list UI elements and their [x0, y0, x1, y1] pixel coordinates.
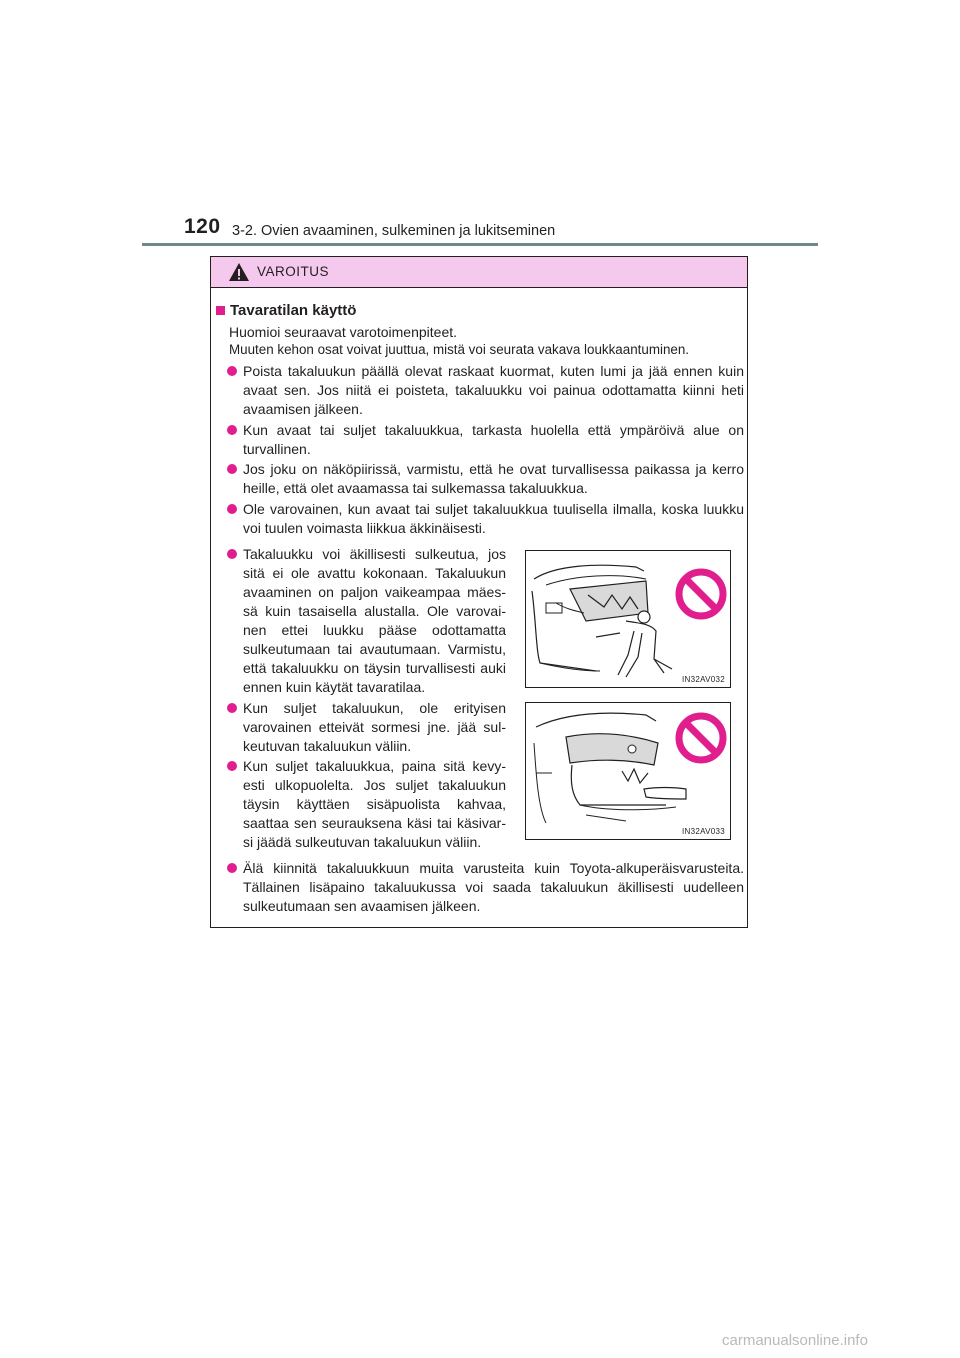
- bullet-item: [216, 362, 744, 419]
- section-heading: [216, 302, 356, 319]
- intro-line-1: Huomioi seuraavat varotoimenpiteet.: [229, 324, 458, 340]
- bullet-dot-icon: [227, 425, 237, 435]
- header-rule: [142, 243, 818, 246]
- bullet-dot-icon: [227, 464, 237, 474]
- bullet-dot-icon: [227, 761, 237, 771]
- illustration-trunk-closing: [525, 550, 731, 688]
- bullet-item: [216, 545, 506, 697]
- warning-header: [211, 257, 747, 288]
- watermark: carmanualsonline.info: [722, 1332, 868, 1349]
- bullet-text: Ole varovainen, kun avaat tai suljet takaluukkua tuulisella ilmalla, koska luukku voi tuulen voimasta liikkua äkkinäisesti.: [243, 501, 744, 536]
- warning-box: [210, 256, 748, 928]
- page-number: 120: [184, 215, 221, 238]
- bullet-item: [216, 421, 744, 459]
- bullet-item: [216, 859, 744, 916]
- bullet-dot-icon: [227, 703, 237, 713]
- bullet-item: [216, 699, 506, 756]
- illustration-trunk-hand: [525, 702, 731, 840]
- figure-code: IN32AV033: [681, 827, 725, 836]
- section-heading-text: Tavaratilan käyttö: [230, 302, 357, 319]
- bullet-text: Jos joku on näköpiirissä, varmistu, että he ovat turvallisessa paikassa ja kerro heille, että olet avaamassa tai sulkemassa takaluukkua.: [243, 461, 744, 496]
- bullet-dot-icon: [227, 863, 237, 873]
- bullet-item: [216, 500, 744, 538]
- bullet-dot-icon: [227, 366, 237, 376]
- bullet-item: [216, 460, 744, 498]
- car-trunk-hand-drawing: [526, 703, 731, 840]
- intro-line-2: Muuten kehon osat voivat juuttua, mistä voi seurata vakava loukkaantuminen.: [229, 342, 690, 357]
- bullet-text: Kun avaat tai suljet takaluukkua, tarkasta huolella että ympäröivä alue on turvallinen.: [243, 422, 744, 457]
- car-trunk-person-drawing: [526, 551, 731, 688]
- figure-code: IN32AV032: [681, 675, 725, 684]
- bullet-text: Älä kiinnitä takaluukkuun muita varusteita kuin Toyota-alkuperäisvarusteita. Tällainen lisäpaino takaluukussa voi saada takaluukun äkillisesti uudelleen sulkeutumaan sen avaamisen jälkeen.: [243, 860, 744, 914]
- warning-triangle-icon: [228, 262, 250, 282]
- bullet-text: Kun suljet takaluukun, ole erityisen varovainen etteivät sormesi jne. jää sul-keutuvan takaluukun väliin.: [243, 700, 506, 754]
- bullet-text: Takaluukku voi äkillisesti sulkeutua, jos sitä ei ole avattu kokonaan. Takaluukun avaaminen on paljon vaikeampaa mäes-sä kuin tasaisella alustalla. Ole varovai-nen ettei luukku pääse odottamatta sulkeutumaan tai avautumaan. Varmistu, että takaluukku on täysin turvallisesti auki ennen kuin käytät tavaratilaa.: [243, 546, 506, 695]
- square-bullet-icon: [216, 306, 225, 315]
- bullet-text: Poista takaluukun päällä olevat raskaat kuormat, kuten lumi ja jää ennen kuin avaat sen. Jos niitä ei poisteta, takaluukku voi painua odottamatta kiinni heti avaamisen jälkeen.: [243, 363, 744, 417]
- bullet-text: Kun suljet takaluukkua, paina sitä kevy-esti ulkopuolelta. Jos suljet takaluukun täysin käyttäen sisäpuolista kahvaa, saattaa sen seurauksena käsi tai käsivar-si jäädä sulkeutuvan takaluukun väliin.: [243, 758, 506, 850]
- bullet-dot-icon: [227, 549, 237, 559]
- section-title: 3-2. Ovien avaaminen, sulkeminen ja lukitseminen: [232, 223, 556, 239]
- bullet-item: [216, 757, 506, 852]
- warning-title: VAROITUS: [257, 264, 330, 279]
- bullet-dot-icon: [227, 504, 237, 514]
